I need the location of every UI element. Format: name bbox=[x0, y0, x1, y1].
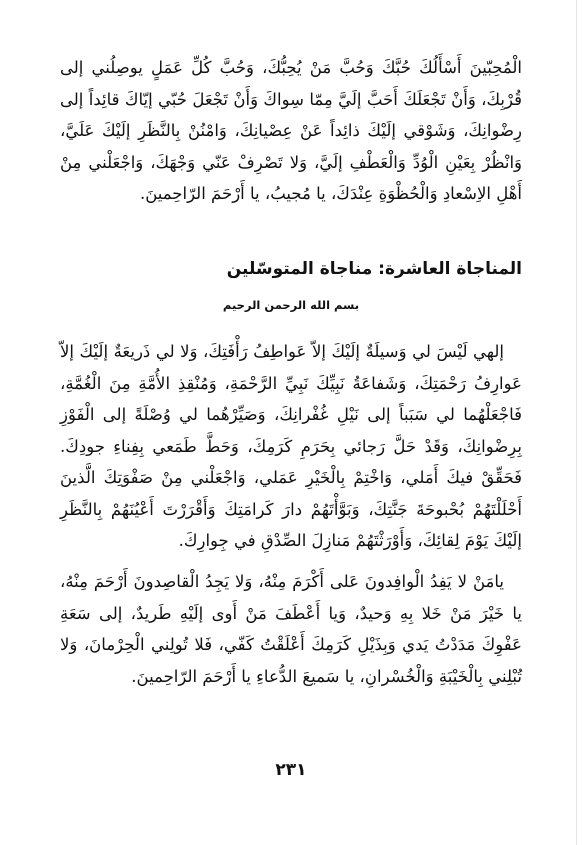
top-paragraph-block bbox=[60, 52, 522, 210]
bottom-paragraph: يامَنْ لا يَفِدُ الْوافِدونَ عَلى أَكْرَمَ مِنْهُ، وَلا يَجِدُ الْقاصِدونَ أَرْحَمَ مِنْهُ، يا خَيْرَ مَنْ خَلا بِهِ وَحيدٌ، وَيا أَعْطَفَ مَنْ أَوى إلَيْهِ طَريدٌ، إلى سَعَةِ عَفْوِكَ مَدَدْتُ يَدي وَبِذَيْلِ كَرَمِكَ أَعْلَقْتُ كَفّي، فَلا تُولِني الْحِرْمانَ، وَلا تُبْلِني بِالْخَيْبَةِ وَالْخُسْرانِ، يا سَميعَ الدُّعاءِ يا أَرْحَمَ الرّاحِمينَ. bbox=[60, 572, 522, 686]
page-number: ٢٣١ bbox=[275, 760, 307, 780]
top-paragraph: الْمُحِبّينَ أَسْأَلُكَ حُبَّكَ وَحُبَّ مَنْ يُحِبُّكَ، وَحُبَّ كُلِّ عَمَلٍ يوصِلُني إلى قُرْبِكَ، وَأَنْ تَجْعَلَكَ أَحَبَّ إلَيَّ مِمّا سِواكَ وَأَنْ تَجْعَلَ حُبّي إيّاكَ قائِداً إلى رِضْوانِكَ، وَشَوْقي إلَيْكَ ذائِداً عَنْ عِصْيانِكَ، وَامْنُنْ بِالنَّظَرِ إلَيْكَ عَلَيَّ، وَانْظُرْ بِعَيْنِ الْوُدِّ وَالْعَطْفِ إلَيَّ، وَلا تَصْرِفْ عَنّي وَجْهَكَ، وَاجْعَلْني مِنْ أَهْلِ الاِسْعادِ وَالْحُظْوَةِ عِنْدَكَ، يا مُجيبُ، يا أَرْحَمَ الرّاحِمينَ. bbox=[60, 58, 522, 203]
basmala: بسم الله الرحمن الرحيم bbox=[222, 298, 360, 312]
middle-paragraph: إلهي لَيْسَ لي وَسيلَةٌ إلَيْكَ إلاّ عَواطِفُ رَأْفَتِكَ، وَلا لي ذَريعَةٌ إلَيْكَ إلاّ عَوارِفُ رَحْمَتِكَ، وَشَفاعَةُ نَبِيِّكَ نَبِيِّ الرَّحْمَةِ، وَمُنْقِذِ الأُمَّةِ مِنَ الْغُمَّةِ، فَاجْعَلْهُما لي سَبَباً إلى نَيْلِ غُفْرانِكَ، وَصَيِّرْهُما لي وُصْلَةً إلى الْفَوْزِ بِرِضْوانِكَ، وَقَدْ حَلَّ رَجائي بِحَرَمِ كَرَمِكَ، وَحَطَّ طَمَعي بِفِناءِ جودِكَ. فَحَقِّقْ فيكَ أَمَلي، وَاخْتِمْ بِالْخَيْرِ عَمَلي، وَاجْعَلْني مِنْ صَفْوَتِكَ الَّذينَ أَحْلَلْتَهُمْ بُحْبوحَةَ جَنَّتِكَ، وَبَوَّأْتَهُمْ دارَ كَرامَتِكَ وَأَقْرَرْتَ أَعْيُنَهُمْ بِالنَّظَرِ إلَيْكَ يَوْمَ لِقائِكَ، وَأَوْرَثْتَهُمْ مَنازِلَ الصِّدْقِ في جِوارِكَ. bbox=[60, 342, 522, 550]
page-edge-divider bbox=[576, 0, 577, 845]
bottom-paragraph-block bbox=[60, 566, 522, 692]
middle-paragraph-block bbox=[60, 336, 522, 557]
section-heading: المناجاة العاشرة: مناجاة المتوسّلين bbox=[226, 259, 522, 279]
